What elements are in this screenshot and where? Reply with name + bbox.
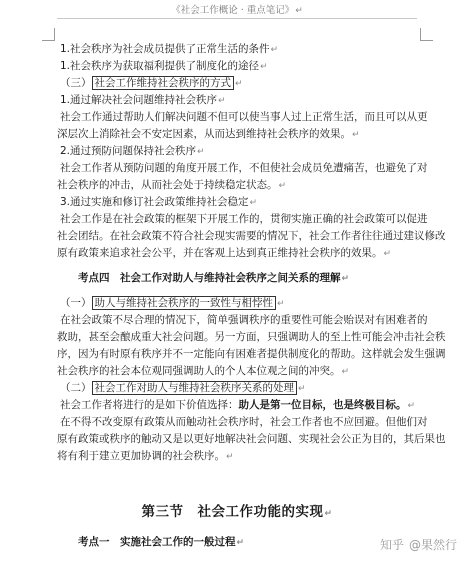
watermark [377, 535, 460, 554]
line-text: 原有政策或秩序的触动又是以更好地解决社会问题、实现社会公正为目的，其后果也 [57, 433, 446, 445]
header-title: 《社会工作概论 · 重点笔记》 [171, 5, 295, 16]
text-line [57, 449, 234, 464]
text-line [60, 93, 226, 108]
text-line [57, 246, 391, 261]
text-line [57, 347, 446, 361]
line-text: 社会工作是在社会政策的框架下开展工作的，贯彻实施正确的社会政策可以促进 [60, 213, 428, 225]
paragraph-mark: ↵ [236, 538, 245, 548]
line-text: 1.社会秩序为获取福利提供了制度化的途径 [60, 60, 260, 72]
text-line [57, 229, 446, 243]
line-text: 序，因为有时原有秩序并不一定能向有困难者提供制度化的帮助。这样就会发生强调 [57, 348, 446, 360]
exam-point-heading [78, 271, 349, 286]
line-text: 考点四 社会工作对助人与维持社会秩序之间关系的理解 [78, 272, 341, 284]
paragraph-mark: ↵ [278, 181, 287, 191]
section-title: 第三节 社会工作功能的实现↵ [141, 504, 333, 520]
paragraph-mark: ↵ [341, 367, 350, 377]
paragraph-mark: ↵ [341, 274, 350, 284]
line-text: 社会秩序的社会本位观同强调助人的个人本位观之间的冲突。 [57, 365, 341, 377]
line-text: （三） [60, 77, 92, 89]
boxed-heading: 社会工作维持社会秩序的方式 [92, 76, 235, 90]
line-text: 在不得不改变原有政策从而触动社会秩序时，社会工作者也不应回避。但他们对 [60, 416, 428, 428]
watermark-author: @果然行 [408, 538, 457, 552]
exam-point-heading [78, 535, 244, 550]
paragraph-mark: ↵ [407, 401, 416, 411]
text-line [60, 110, 428, 124]
text-line [60, 59, 268, 74]
text-line [60, 42, 278, 57]
line-text: 社会团结。在社会政策不符合社会现实需要的情况下，社会工作者往往通过建议修改 [57, 230, 446, 242]
line-text: 考点一 实施社会工作的一般过程 [78, 536, 236, 548]
subheading-methods [60, 76, 243, 91]
paragraph-mark: ↵ [260, 62, 268, 72]
text-line [60, 161, 428, 175]
paragraph-mark: ↵ [324, 509, 333, 519]
line-text: （二） [60, 382, 92, 394]
text-line [60, 195, 257, 210]
paragraph-mark: ↵ [270, 45, 279, 55]
subheading-handling [60, 381, 306, 396]
line-text: （一） [60, 297, 92, 309]
paragraph-mark: ↵ [249, 198, 258, 208]
text-line [60, 144, 205, 159]
text-line [57, 178, 286, 193]
text-line [57, 432, 446, 446]
text-line [60, 212, 428, 226]
line-text: 将有利于建立更加协调的社会秩序。 [57, 450, 225, 462]
line-text: 1.通过解决社会问题维持社会秩序 [60, 94, 218, 106]
text-line [57, 364, 349, 379]
crop-mark-top-left [42, 28, 55, 41]
line-text: 社会秩序的冲击，从而社会处于持续稳定状态。 [57, 179, 278, 191]
zhihu-logo: 知乎 [379, 538, 404, 552]
line-text: 3.通过实施和修订社会政策维持社会稳定 [60, 196, 249, 208]
text-line [60, 415, 428, 429]
paragraph-mark: ↵ [383, 249, 392, 259]
line-text: 2.通过预防问题保持社会秩序 [60, 145, 197, 157]
line-text: 救助，甚至会酿成重大社会问题。另一方面，只强调助人的至上性可能会冲击社会秩 [57, 331, 446, 343]
header-rule [57, 18, 417, 19]
boxed-heading: 社会工作对助人与维持社会秩序关系的处理 [92, 381, 298, 395]
paragraph-mark: ↵ [235, 79, 243, 89]
text-line [57, 127, 360, 142]
paragraph-mark: ↵ [197, 147, 205, 157]
line-text: 社会工作者将进行的是如下价值选择： [60, 399, 239, 411]
paragraph-mark: ↵ [295, 6, 303, 16]
text-line [57, 330, 446, 344]
line-text: 1.社会秩序为社会成员提供了正常生活的条件 [60, 43, 270, 55]
text-line [60, 398, 415, 413]
boxed-heading: 助人与维持社会秩序的一致性与相悖性 [92, 296, 277, 310]
line-text: 在社会政策不尽合理的情况下，简单强调秩序的重要性可能会贻误对有困难者的 [60, 314, 428, 326]
subheading-consistency [60, 296, 285, 311]
paragraph-mark: ↵ [226, 452, 234, 462]
paragraph-mark: ↵ [277, 299, 285, 309]
line-text: 深层次上消除社会不安定因素，从而达到维持社会秩序的效果。 [57, 128, 351, 140]
text-line [60, 313, 428, 327]
crop-mark-top-right [420, 28, 433, 41]
page-header [0, 2, 474, 16]
paragraph-mark: ↵ [298, 384, 306, 394]
line-text: 原有政策来追求社会公平，并在客观上达到真正维持社会秩序的效果。 [57, 247, 383, 259]
line-text: 社会工作者从预防问题的角度开展工作，不但使社会成员免遭痛苦，也避免了对 [60, 162, 428, 174]
line-text: 社会工作通过帮助人们解决问题不但可以使当事人过上正常生活，而且可以从更 [60, 111, 428, 123]
bold-emphasis: 助人是第一位目标，也是终极目标。 [238, 399, 407, 411]
paragraph-mark: ↵ [218, 96, 226, 106]
paragraph-mark: ↵ [352, 130, 360, 140]
